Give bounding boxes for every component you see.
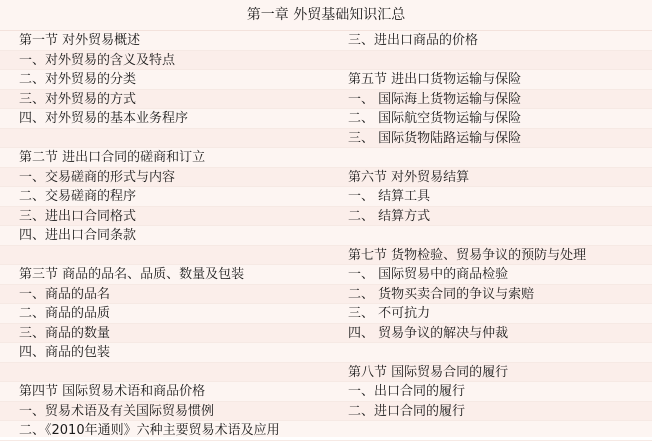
outline-item: 二、《2010年通则》六种主要贸易术语及应用 [0,421,328,441]
outline-item: 三、 不可抗力 [328,304,652,324]
outline-item: 四、对外贸易的基本业务程序 [0,109,328,129]
outline-item: 二、 货物买卖合同的争议与索赔 [328,285,652,305]
section-heading: 第七节 货物检验、贸易争议的预防与处理 [328,246,652,266]
blank-row [328,148,652,168]
section-heading: 第四节 国际贸易术语和商品价格 [0,382,328,402]
outline-item: 三、 国际货物陆路运输与保险 [328,129,652,149]
outline-item: 一、 国际贸易中的商品检验 [328,265,652,285]
blank-row [0,129,328,149]
outline-item: 三、对外贸易的方式 [0,90,328,110]
outline-item: 三、进出口商品的价格 [328,31,652,51]
content-grid [0,31,652,441]
outline-item: 一、出口合同的履行 [328,382,652,402]
outline-item: 一、贸易术语及有关国际贸易惯例 [0,402,328,422]
blank-row [328,343,652,363]
outline-item: 二、进口合同的履行 [328,402,652,422]
right-column [328,31,652,441]
outline-item: 一、 国际海上货物运输与保险 [328,90,652,110]
left-column [0,31,328,441]
outline-item: 二、 结算方式 [328,207,652,227]
outline-item: 四、商品的包装 [0,343,328,363]
outline-item: 四、 贸易争议的解决与仲裁 [328,324,652,344]
blank-row [328,226,652,246]
outline-item: 一、交易磋商的形式与内容 [0,168,328,188]
outline-item: 一、商品的品名 [0,285,328,305]
outline-item: 三、商品的数量 [0,324,328,344]
section-heading: 第一节 对外贸易概述 [0,31,328,51]
outline-item: 四、进出口合同条款 [0,226,328,246]
section-heading: 第八节 国际贸易合同的履行 [328,363,652,383]
outline-item: 三、进出口合同格式 [0,207,328,227]
outline-item: 二、交易磋商的程序 [0,187,328,207]
outline-item: 二、 国际航空货物运输与保险 [328,109,652,129]
outline-item: 一、 结算工具 [328,187,652,207]
outline-item: 二、对外贸易的分类 [0,70,328,90]
section-heading: 第六节 对外贸易结算 [328,168,652,188]
blank-row [328,51,652,71]
outline-item: 一、对外贸易的含义及特点 [0,51,328,71]
blank-row [0,246,328,266]
section-heading: 第五节 进出口货物运输与保险 [328,70,652,90]
blank-row [0,363,328,383]
blank-row [328,421,652,441]
sheet-title: 第一章 外贸基础知识汇总 [0,0,652,31]
section-heading: 第二节 进出口合同的磋商和订立 [0,148,328,168]
section-heading: 第三节 商品的品名、品质、数量及包装 [0,265,328,285]
outline-item: 二、商品的品质 [0,304,328,324]
